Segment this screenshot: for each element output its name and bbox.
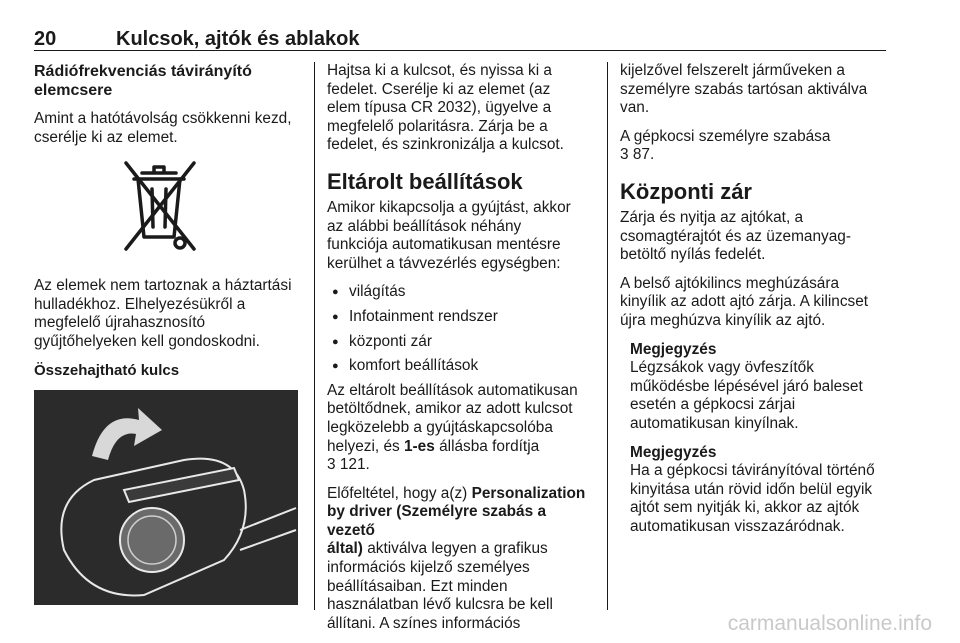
section-heading-stored-settings: Eltárolt beállítások <box>327 168 523 194</box>
list-item: ● komfort beállítások <box>327 357 595 376</box>
battery-intro: Amint a hatótávolság csökkenni kezd, cserélje ki az elemet. <box>34 110 292 146</box>
disposal-text: Az elemek nem tartoznak a háztartási hulladékhoz. Elhelyezésükről a megfelelő újrahasznosító gyűjtőhelyeken kell gondoskodni. <box>34 277 292 350</box>
page-header <box>34 22 886 52</box>
header-rule <box>34 50 886 51</box>
section-heading-folding-key: Összehajtható kulcs <box>34 361 180 379</box>
text-run: Az eltárolt beállítások automatikusan betöltődnek, amikor az adott kulcsot legközelebb a gyújtáskapcsolóba helyezi, és <box>327 381 578 455</box>
note-title: Megjegyzés <box>630 443 717 461</box>
section-heading-battery: Rádiófrekvenciás távirányító elemcsere <box>34 63 252 99</box>
crossed-out-bin-icon <box>114 157 204 259</box>
note-title: Megjegyzés <box>630 340 717 358</box>
battery-replace-steps: Hajtsa ki a kulcsot, és nyissa ki a fedelet. Cserélje ki az elemet (az elem típusa CR 2032), ügyelve a megfelelő polaritásra. Zárja be a fedelet, és szinkronizálja a kulcsot. <box>327 62 564 154</box>
note-relock <box>630 444 890 537</box>
central-lock-intro: Zárja és nyitja az ajtókat, a csomagtérajtót és az üzemanyag- betöltő nyílás fedelét. <box>620 208 851 264</box>
stored-settings-list <box>327 283 595 375</box>
note-body: Légzsákok vagy övfeszítők működésbe lépésével járó baleset esetén a gépkocsi zárjai automatikusan kinyílnak. <box>630 359 863 432</box>
personalization-menu-label: Personalization by driver (Személyre szabás a vezető által) <box>327 484 586 558</box>
page-number: 20 <box>34 28 57 50</box>
stored-settings-intro: Amikor kikapcsolja a gyújtást, akkor az alábbi beállítások néhány funkciója automatikusan mentésre kerülhet a távvezérlés egységben: <box>327 198 571 272</box>
column-divider-2 <box>607 62 608 610</box>
list-item: ● központi zár <box>327 333 595 352</box>
column-divider-1 <box>314 62 315 610</box>
text-run: állásba fordítja <box>434 437 540 455</box>
central-lock-handle-text: A belső ajtókilincs meghúzására kinyílik az adott ajtó zárja. A kilincset újra meghúzva kinyílik az ajtó. <box>620 274 869 329</box>
personalization-reference[interactable]: A gépkocsi személyre szabása 3 87. <box>620 127 831 164</box>
personalization-continued: kijelzővel felszerelt járműveken a személyre szabás tartósan aktiválva van. <box>620 62 868 117</box>
personalization-text <box>327 485 595 634</box>
note-airbag <box>630 341 890 434</box>
list-item: ● világítás <box>327 283 595 302</box>
section-heading-central-lock: Központi zár <box>620 178 752 204</box>
position-label: 1-es <box>404 437 435 455</box>
page-reference[interactable]: 3 121. <box>327 456 370 474</box>
chapter-title: Kulcsok, ajtók és ablakok <box>116 28 360 50</box>
column-2 <box>327 62 595 643</box>
list-item: ● Infotainment rendszer <box>327 308 595 327</box>
folding-key-battery-figure <box>34 390 298 605</box>
column-3 <box>620 62 890 546</box>
text-run: Előfeltétel, hogy a(z) <box>327 484 472 502</box>
stored-settings-load-text <box>327 382 595 475</box>
column-1 <box>34 62 302 605</box>
text-run: aktiválva legyen a grafikus információs kijelző személyes beállításaiban. Ezt minden használatban lévő kulcsra be kell állítani. A színes információs <box>327 540 553 632</box>
watermark: carmanualsonline.info <box>727 612 932 635</box>
note-body: Ha a gépkocsi távirányítóval történő kinyitása után rövid időn belül egyik ajtót sem nyitják ki, akkor az ajtók automatikusan visszazáródnak. <box>630 462 875 535</box>
